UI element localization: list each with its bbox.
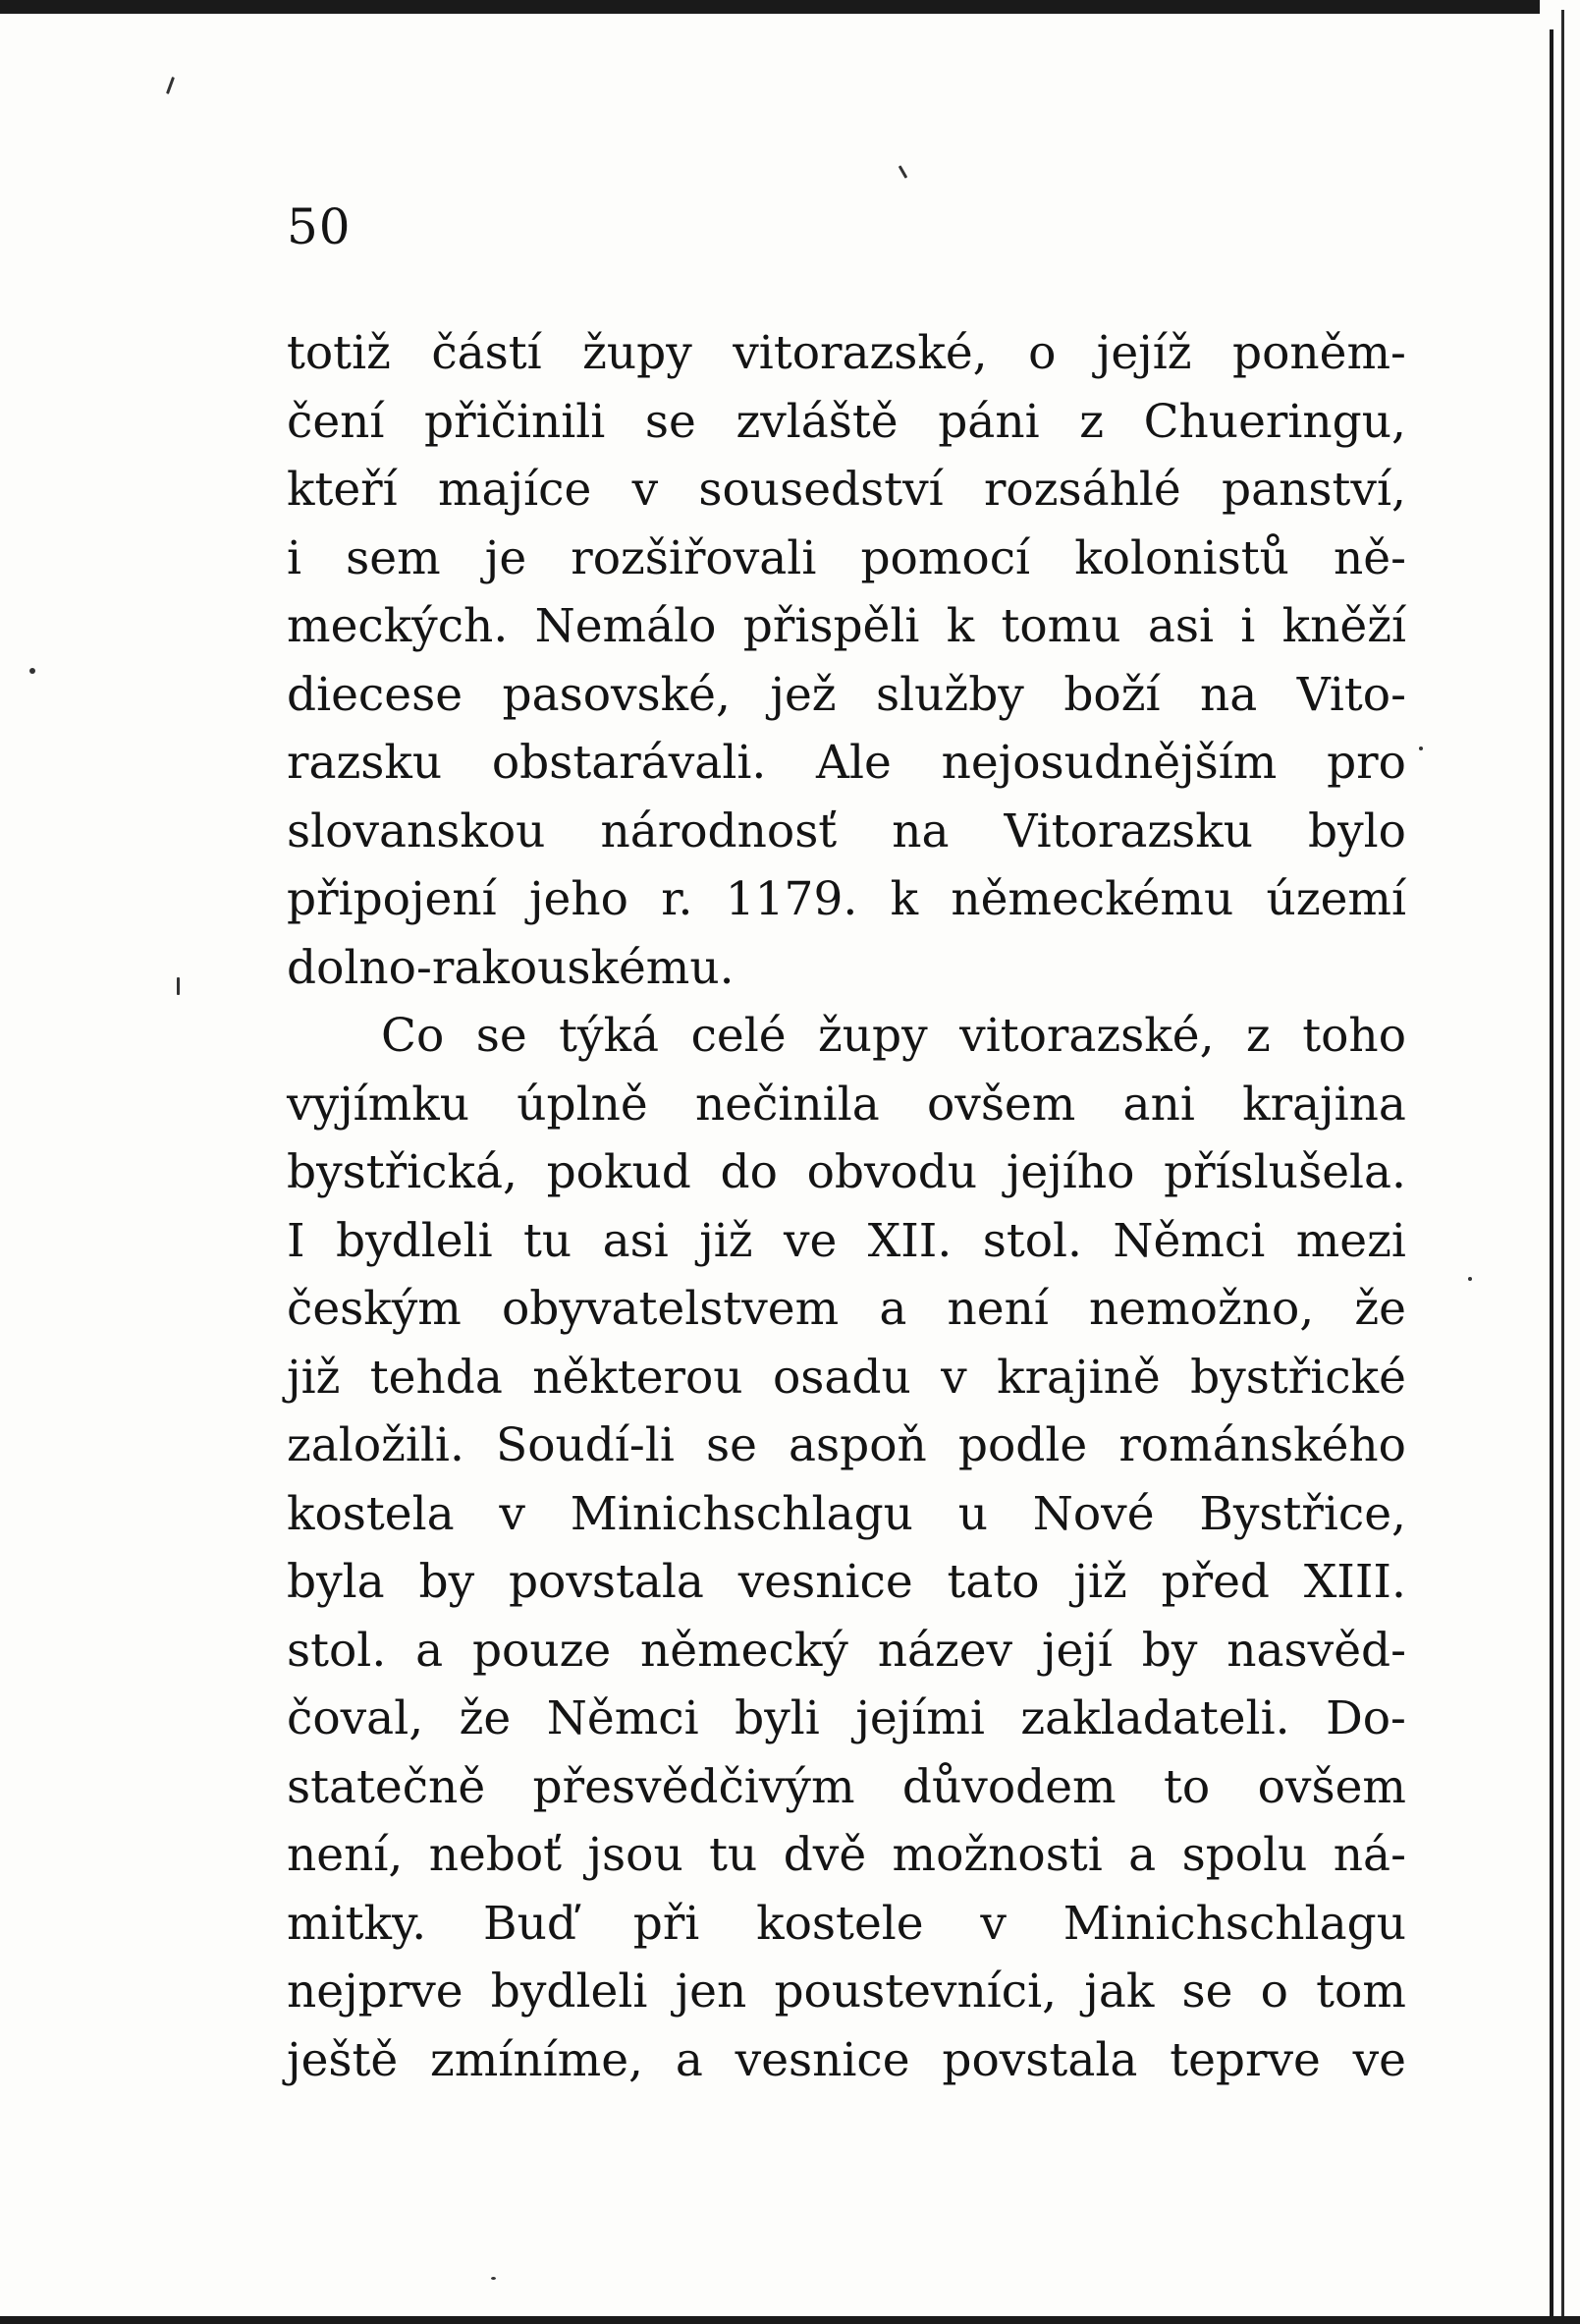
text-line [287, 456, 1406, 525]
word: mitky. [287, 1896, 427, 1951]
word: ně- [1333, 530, 1406, 585]
word: založili. [287, 1418, 464, 1472]
word: a [1128, 1828, 1157, 1882]
word: se [475, 1009, 527, 1063]
word: nejprve [287, 1964, 463, 2019]
word: k [890, 872, 919, 926]
text-line [287, 2026, 1406, 2095]
word: tu [523, 1213, 572, 1268]
word: pomocí [860, 530, 1031, 585]
word: diecese [287, 667, 463, 722]
word: služby [876, 667, 1024, 722]
word: i [287, 530, 302, 585]
text-line [287, 1548, 1406, 1617]
word: jejího [1006, 1145, 1135, 1199]
word: její [1041, 1623, 1113, 1678]
word: bydleli [335, 1213, 493, 1268]
word: nečinila [694, 1077, 880, 1132]
word: obyvatelstvem [502, 1282, 840, 1336]
word: by [1141, 1623, 1198, 1678]
word: území [1266, 872, 1406, 926]
word: bydleli [490, 1964, 648, 2019]
word: se [705, 1418, 757, 1472]
text-line [287, 1753, 1406, 1822]
text-line [287, 525, 1406, 593]
word: u [957, 1486, 988, 1541]
word: příslušela. [1164, 1145, 1406, 1199]
text-line [287, 798, 1406, 866]
body-text [287, 319, 1406, 2094]
word: i [1240, 599, 1256, 653]
binding-edge-line [1550, 29, 1553, 2318]
word: částí [431, 326, 542, 380]
word: kteří [287, 463, 398, 517]
text-line [287, 1275, 1406, 1344]
text-line [287, 1344, 1406, 1412]
text-line [287, 865, 1406, 934]
text-line [287, 1071, 1406, 1139]
word: dolno-rakouskému. [287, 940, 735, 995]
binding-edge-line-outer [1561, 10, 1564, 2318]
word: Chueringu, [1143, 394, 1406, 449]
word: Nové [1032, 1486, 1155, 1541]
word: Bystřice, [1199, 1486, 1406, 1541]
word: kostele [756, 1896, 924, 1951]
word: byla [287, 1555, 385, 1609]
word: mezi [1295, 1213, 1406, 1268]
word: z [1079, 394, 1104, 449]
word: vesnice [735, 2032, 910, 2087]
word: sousedství [698, 463, 944, 517]
word: a [675, 2032, 703, 2087]
text-line [287, 1002, 1406, 1071]
word: se [644, 394, 696, 449]
word: asi [1147, 599, 1214, 653]
word: v [631, 463, 659, 517]
word: obvodu [806, 1145, 978, 1199]
word: meckých. [287, 599, 509, 653]
word: připojení [287, 872, 497, 926]
page-number: 50 [287, 198, 352, 255]
word: Soudí-li [496, 1418, 675, 1472]
scan-speck [29, 668, 35, 674]
word: českým [287, 1282, 462, 1336]
word: v [499, 1486, 525, 1541]
word: r. [661, 872, 693, 926]
word: Nemálo [534, 599, 717, 653]
word: jen [675, 1964, 747, 2019]
word: Minichschlagu [570, 1486, 913, 1541]
word: na [892, 803, 950, 858]
word: rozsáhlé [983, 463, 1181, 517]
word: úplně [517, 1077, 648, 1132]
word: německý [640, 1623, 848, 1678]
scan-speck [177, 977, 180, 995]
word: již [1073, 1555, 1127, 1609]
word: se [1181, 1964, 1233, 2019]
word: týká [559, 1009, 660, 1063]
word: župy [582, 326, 692, 380]
word: z [1246, 1009, 1271, 1063]
word: panství, [1222, 463, 1406, 517]
word: na [1199, 667, 1258, 722]
word: statečně [287, 1759, 486, 1814]
word: o [1260, 1964, 1288, 2019]
word: I [287, 1213, 305, 1268]
scan-speck [1468, 1277, 1472, 1281]
word: že [459, 1691, 512, 1745]
word: poněm- [1232, 326, 1406, 380]
word: boží [1063, 667, 1161, 722]
word: je [484, 530, 527, 585]
word: důvodem [901, 1759, 1117, 1814]
word: ovšem [926, 1077, 1076, 1132]
word: ovšem [1257, 1759, 1406, 1814]
word: nejosudnějším [941, 736, 1278, 790]
word: a [879, 1282, 907, 1336]
text-line [287, 1958, 1406, 2026]
scan-speck [491, 2277, 496, 2280]
word: teprve [1170, 2032, 1321, 2087]
word: pouze [471, 1623, 612, 1678]
word: totiž [287, 326, 391, 380]
word: zvláště [736, 394, 899, 449]
word: vesnice [737, 1555, 913, 1609]
word: obstarávali. [491, 736, 767, 790]
word: stol. [982, 1213, 1082, 1268]
word: Minichschlagu [1062, 1896, 1406, 1951]
word: při [632, 1896, 700, 1951]
word: některou [532, 1350, 743, 1405]
word: kněží [1281, 599, 1406, 653]
word: asi [602, 1213, 669, 1268]
word: jež [770, 667, 837, 722]
word: pasovské, [502, 667, 731, 722]
word: zmíníme, [430, 2032, 644, 2087]
word: majíce [437, 463, 592, 517]
word: spolu [1181, 1828, 1308, 1882]
text-line [287, 1207, 1406, 1276]
word: by [418, 1555, 475, 1609]
word: ve [783, 1213, 838, 1268]
text-line [287, 1617, 1406, 1686]
word: aspoň [789, 1418, 927, 1472]
text-line [287, 729, 1406, 798]
word: zakladateli. [1020, 1691, 1290, 1745]
word: v [941, 1350, 967, 1405]
word: vitorazské, [733, 326, 988, 380]
word: ná- [1333, 1828, 1406, 1882]
word: tato [947, 1555, 1040, 1609]
word: kostela [287, 1486, 455, 1541]
word: Vito- [1296, 667, 1406, 722]
word: krajině [997, 1350, 1161, 1405]
word: jejími [855, 1691, 985, 1745]
word: jeho [528, 872, 628, 926]
word: toho [1302, 1009, 1406, 1063]
word: tu [709, 1828, 758, 1882]
word: XIII. [1303, 1555, 1406, 1609]
word: poustevníci, [774, 1964, 1058, 2019]
word: vyjímku [287, 1077, 470, 1132]
page-right-margin [1540, 0, 1580, 2324]
word: románského [1118, 1418, 1406, 1472]
word: Němci [546, 1691, 699, 1745]
word: národnosť [600, 803, 838, 858]
word: v [980, 1896, 1007, 1951]
word: bylo [1308, 803, 1406, 858]
word: ještě [287, 2032, 399, 2087]
text-line [287, 1821, 1406, 1890]
word: přesvědčivým [532, 1759, 855, 1814]
word: razsku [287, 736, 443, 790]
word: dvě [783, 1828, 867, 1882]
word: bystřické [1190, 1350, 1406, 1405]
text-line [287, 592, 1406, 661]
word: Do- [1326, 1691, 1406, 1745]
word: kolonistů [1074, 530, 1289, 585]
text-line [287, 1685, 1406, 1753]
word: Vitorazsku [1004, 803, 1253, 858]
word: jsou [587, 1828, 683, 1882]
word: byli [735, 1691, 820, 1745]
word: to [1164, 1759, 1211, 1814]
word: rozšiřovali [571, 530, 817, 585]
text-line [287, 319, 1406, 388]
word: tehda [369, 1350, 503, 1405]
word: 1179. [725, 872, 858, 926]
word: nasvěd- [1226, 1623, 1406, 1678]
word: k [946, 599, 975, 653]
word: před [1161, 1555, 1271, 1609]
word: neboť [428, 1828, 563, 1882]
text-line [287, 388, 1406, 457]
word: již [699, 1213, 753, 1268]
word: slovanskou [287, 803, 546, 858]
page-bottom-edge [0, 2316, 1580, 2324]
word: osadu [772, 1350, 911, 1405]
word: sem [346, 530, 441, 585]
word: čoval, [287, 1691, 424, 1745]
word: XII. [867, 1213, 953, 1268]
word: do [720, 1145, 778, 1199]
word: páni [938, 394, 1040, 449]
word: pro [1327, 736, 1406, 790]
word: Němci [1113, 1213, 1266, 1268]
word: Co [381, 1009, 445, 1063]
page-top-edge [0, 0, 1580, 14]
word: nemožno, [1089, 1282, 1315, 1336]
word: Buď [483, 1896, 576, 1951]
word: bystřická, [287, 1145, 518, 1199]
word: již [287, 1350, 341, 1405]
text-line [287, 1138, 1406, 1207]
word: pokud [546, 1145, 691, 1199]
word: povstala [508, 1555, 704, 1609]
word: povstala [942, 2032, 1138, 2087]
word: ani [1122, 1077, 1195, 1132]
word: Ale [816, 736, 892, 790]
word: podle [957, 1418, 1088, 1472]
word: přispěli [742, 599, 920, 653]
word: název [877, 1623, 1013, 1678]
word: celé [690, 1009, 787, 1063]
word: tom [1316, 1964, 1406, 2019]
word: možnosti [892, 1828, 1103, 1882]
text-line [287, 1480, 1406, 1549]
scan-speck [166, 77, 175, 94]
text-line [287, 934, 1406, 1003]
word: německému [951, 872, 1234, 926]
word: o [1028, 326, 1057, 380]
word: přičinili [424, 394, 606, 449]
word: že [1354, 1282, 1406, 1336]
word: jak [1084, 1964, 1155, 2019]
word: a [415, 1623, 444, 1678]
word: čení [287, 394, 385, 449]
word: krajina [1242, 1077, 1406, 1132]
word: ve [1352, 2032, 1406, 2087]
text-line [287, 661, 1406, 730]
scan-speck [1419, 747, 1423, 750]
scan-speck [899, 165, 908, 179]
text-line [287, 1411, 1406, 1480]
word: stol. [287, 1623, 387, 1678]
word: tomu [1001, 599, 1121, 653]
word: župy [818, 1009, 928, 1063]
word: vitorazské, [959, 1009, 1215, 1063]
word: jejíž [1096, 326, 1192, 380]
word: není [947, 1282, 1049, 1336]
word: není, [287, 1828, 404, 1882]
text-line [287, 1890, 1406, 1959]
